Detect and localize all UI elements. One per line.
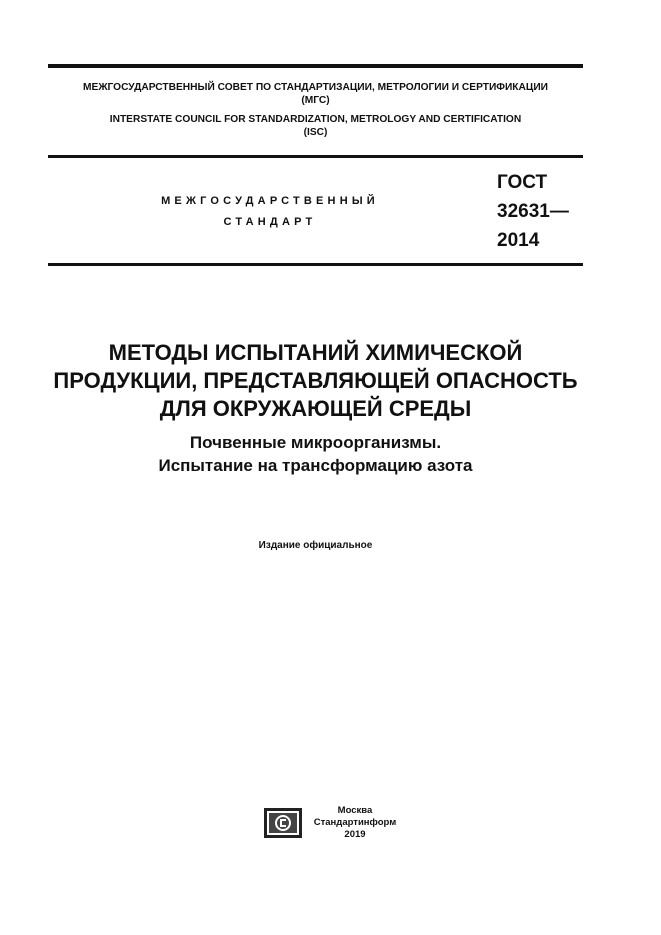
- council-name-en: [48, 113, 583, 139]
- publisher-year: 2019: [344, 829, 366, 840]
- council-ru-line2: (МГС): [301, 95, 330, 106]
- subtitle-line1: Почвенные микроорганизмы.: [189, 433, 442, 452]
- gost-line1: ГОСТ: [497, 172, 548, 193]
- document-subtitle: [30, 431, 601, 477]
- standard-label-line1: МЕЖГОСУДАРСТВЕННЫЙ: [161, 195, 379, 207]
- council-ru-line1: МЕЖГОСУДАРСТВЕННЫЙ СОВЕТ ПО СТАНДАРТИЗАЦИИ, МЕТРОЛОГИИ И СЕРТИФИКАЦИИ: [83, 82, 548, 93]
- council-en-line2: (ISC): [303, 127, 328, 138]
- middle-rule: [48, 155, 583, 158]
- standard-label: [130, 191, 410, 233]
- publisher-city: Москва: [337, 805, 373, 816]
- standartinform-logo-icon: [264, 808, 302, 838]
- council-en-line1: INTERSTATE COUNCIL FOR STANDARDIZATION, METROLOGY AND CERTIFICATION: [109, 114, 522, 125]
- gost-line3: 2014: [497, 230, 540, 251]
- standard-label-line2: СТАНДАРТ: [223, 216, 317, 228]
- title-line1: МЕТОДЫ ИСПЫТАНИЙ ХИМИЧЕСКОЙ: [108, 340, 523, 365]
- subtitle-line2: Испытание на трансформацию азота: [158, 456, 473, 475]
- edition-label: Издание официальное: [258, 540, 373, 551]
- council-name-ru: [48, 81, 583, 107]
- publisher-name: Стандартинформ: [313, 817, 397, 828]
- gost-number: [497, 168, 569, 255]
- title-line3: ДЛЯ ОКРУЖАЮЩЕЙ СРЕДЫ: [159, 396, 472, 421]
- gost-line2: 32631—: [497, 201, 569, 222]
- top-rule: [48, 64, 583, 68]
- document-title: [30, 339, 601, 423]
- bottom-rule: [48, 263, 583, 266]
- publisher-info: [305, 805, 405, 841]
- title-line2: ПРОДУКЦИИ, ПРЕДСТАВЛЯЮЩЕЙ ОПАСНОСТЬ: [53, 368, 578, 393]
